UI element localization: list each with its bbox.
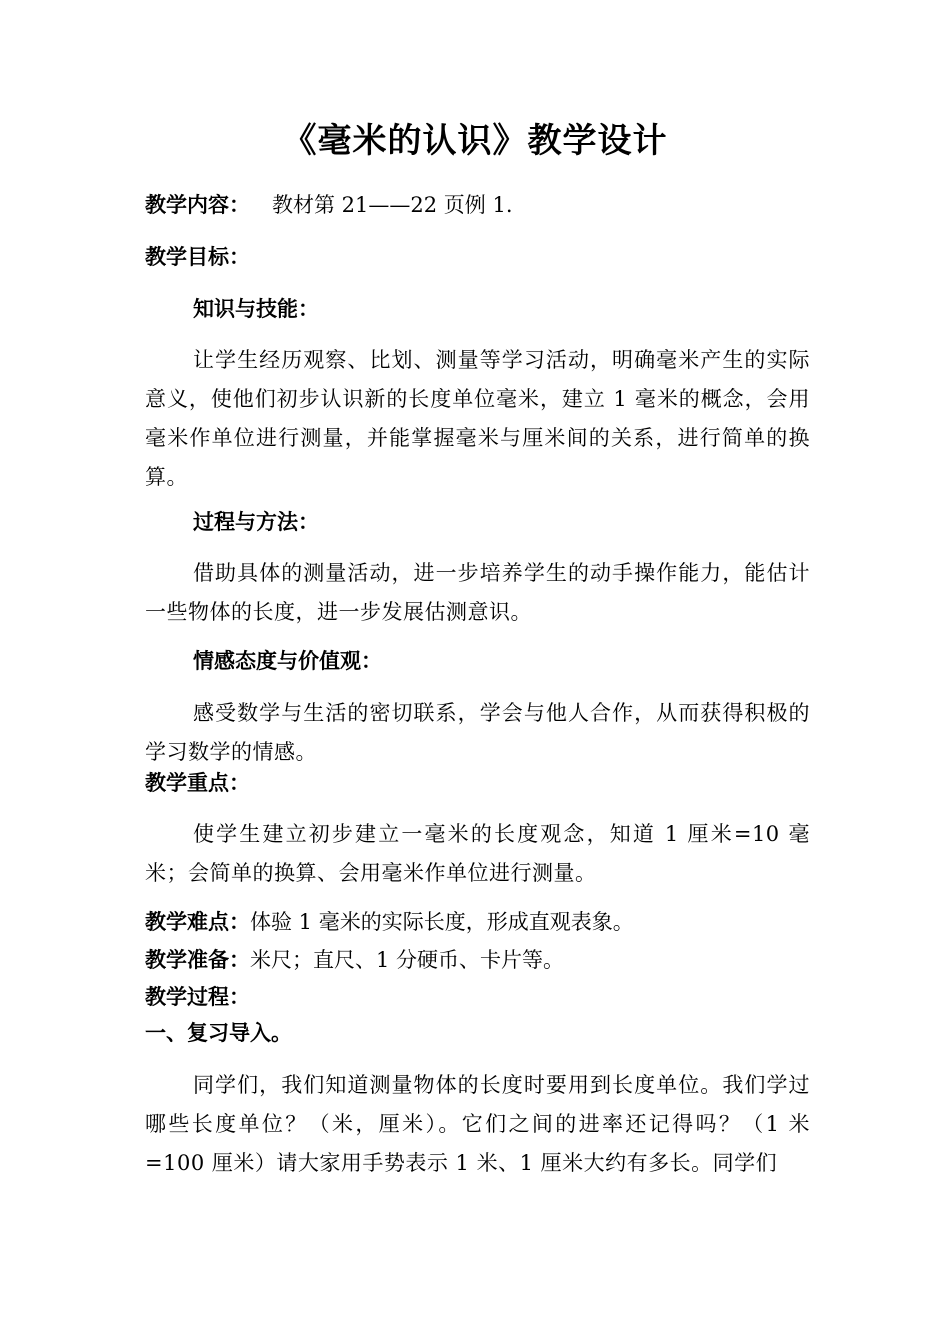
difficulty-label: 教学难点： — [145, 910, 250, 934]
difficulty-row — [145, 905, 810, 939]
process-method-label: 过程与方法： — [193, 510, 319, 534]
key-points-text: 使学生建立初步建立一毫米的长度观念，知道 1 厘米=10 毫米；会简单的换算、会用毫米作单位进行测量。 — [145, 822, 810, 885]
content-label: 教学内容： — [145, 193, 250, 217]
preparation-value: 米尺；直尺、1 分硬币、卡片等。 — [250, 948, 565, 972]
teaching-process-label: 教学过程： — [145, 985, 250, 1009]
document-title: 《毫米的认识》教学设计 — [282, 121, 668, 161]
process-method-text: 借助具体的测量活动，进一步培养学生的动手操作能力，能估计一些物体的长度，进一步发展估测意识。 — [145, 561, 810, 624]
goals-label: 教学目标： — [145, 245, 250, 269]
emotion-text: 感受数学与生活的密切联系，学会与他人合作，从而获得积极的学习数学的情感。 — [145, 701, 810, 764]
section1-text: 同学们，我们知道测量物体的长度时要用到长度单位。我们学过哪些长度单位？（米，厘米）。它们之间的进率还记得吗？（1 米=100 厘米）请大家用手势表示 1 米、1 厘米大约有多长。同学们 — [145, 1073, 810, 1175]
preparation-row — [145, 943, 810, 977]
content-row — [145, 188, 810, 222]
difficulty-value: 体验 1 毫米的实际长度，形成直观表象。 — [250, 910, 634, 934]
emotion-label: 情感态度与价值观： — [193, 649, 382, 673]
preparation-label: 教学准备： — [145, 948, 250, 972]
section1-heading: 一、复习导入。 — [145, 1021, 292, 1045]
content-value: 教材第 21——22 页例 1. — [272, 193, 513, 217]
key-points-label: 教学重点： — [145, 771, 250, 795]
knowledge-label: 知识与技能： — [193, 297, 319, 321]
knowledge-text: 让学生经历观察、比划、测量等学习活动，明确毫米产生的实际意义，使他们初步认识新的长度单位毫米，建立 1 毫米的概念，会用毫米作单位进行测量，并能掌握毫米与厘米间的关系，进行简单的换算。 — [145, 348, 810, 489]
